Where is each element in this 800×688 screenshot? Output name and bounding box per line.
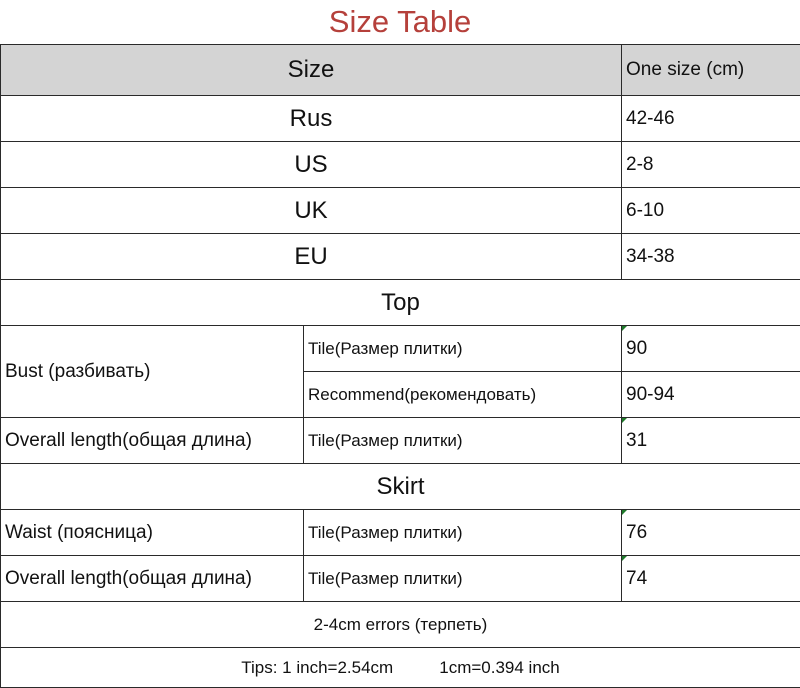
table-header-row bbox=[1, 45, 800, 96]
table-row bbox=[1, 326, 800, 372]
note-row bbox=[1, 602, 800, 648]
skirt-length-tile-label: Tile(Размер плитки) bbox=[304, 556, 622, 602]
table-row bbox=[1, 188, 800, 234]
size-header: Size bbox=[1, 45, 622, 96]
bust-tile-value: 90 bbox=[622, 326, 800, 372]
waist-tile-label: Tile(Размер плитки) bbox=[304, 510, 622, 556]
tips-row bbox=[1, 648, 800, 688]
waist-label: Waist (поясница) bbox=[1, 510, 304, 556]
skirt-length-label: Overall length(общая длина) bbox=[1, 556, 304, 602]
section-row-top bbox=[1, 280, 800, 326]
bust-tile-label: Tile(Размер плитки) bbox=[304, 326, 622, 372]
region-label: Rus bbox=[1, 96, 622, 142]
top-length-value: 31 bbox=[622, 418, 800, 464]
skirt-length-value: 74 bbox=[622, 556, 800, 602]
tips-cell bbox=[1, 648, 800, 688]
table-row bbox=[1, 556, 800, 602]
table-row bbox=[1, 96, 800, 142]
region-label: EU bbox=[1, 234, 622, 280]
region-label: UK bbox=[1, 188, 622, 234]
section-title-skirt: Skirt bbox=[1, 464, 800, 510]
table-row bbox=[1, 418, 800, 464]
tips-cm: 1cm=0.394 inch bbox=[439, 657, 560, 677]
top-length-label: Overall length(общая длина) bbox=[1, 418, 304, 464]
bust-label: Bust (разбивать) bbox=[1, 326, 304, 418]
section-row-skirt bbox=[1, 464, 800, 510]
page-title: Size Table bbox=[328, 4, 472, 39]
one-size-header: One size (cm) bbox=[622, 45, 800, 96]
bust-recommend-value: 90-94 bbox=[622, 372, 800, 418]
region-value: 34-38 bbox=[622, 234, 800, 280]
region-value: 6-10 bbox=[622, 188, 800, 234]
region-label: US bbox=[1, 142, 622, 188]
error-note: 2-4cm errors (терпеть) bbox=[1, 602, 800, 648]
region-value: 42-46 bbox=[622, 96, 800, 142]
region-value: 2-8 bbox=[622, 142, 800, 188]
waist-tile-value: 76 bbox=[622, 510, 800, 556]
table-row bbox=[1, 234, 800, 280]
size-table bbox=[0, 44, 800, 688]
top-length-tile-label: Tile(Размер плитки) bbox=[304, 418, 622, 464]
bust-recommend-label: Recommend(рекомендовать) bbox=[304, 372, 622, 418]
section-title-top: Top bbox=[1, 280, 800, 326]
tips-inch: Tips: 1 inch=2.54cm bbox=[241, 657, 394, 677]
table-row bbox=[1, 142, 800, 188]
table-row bbox=[1, 510, 800, 556]
